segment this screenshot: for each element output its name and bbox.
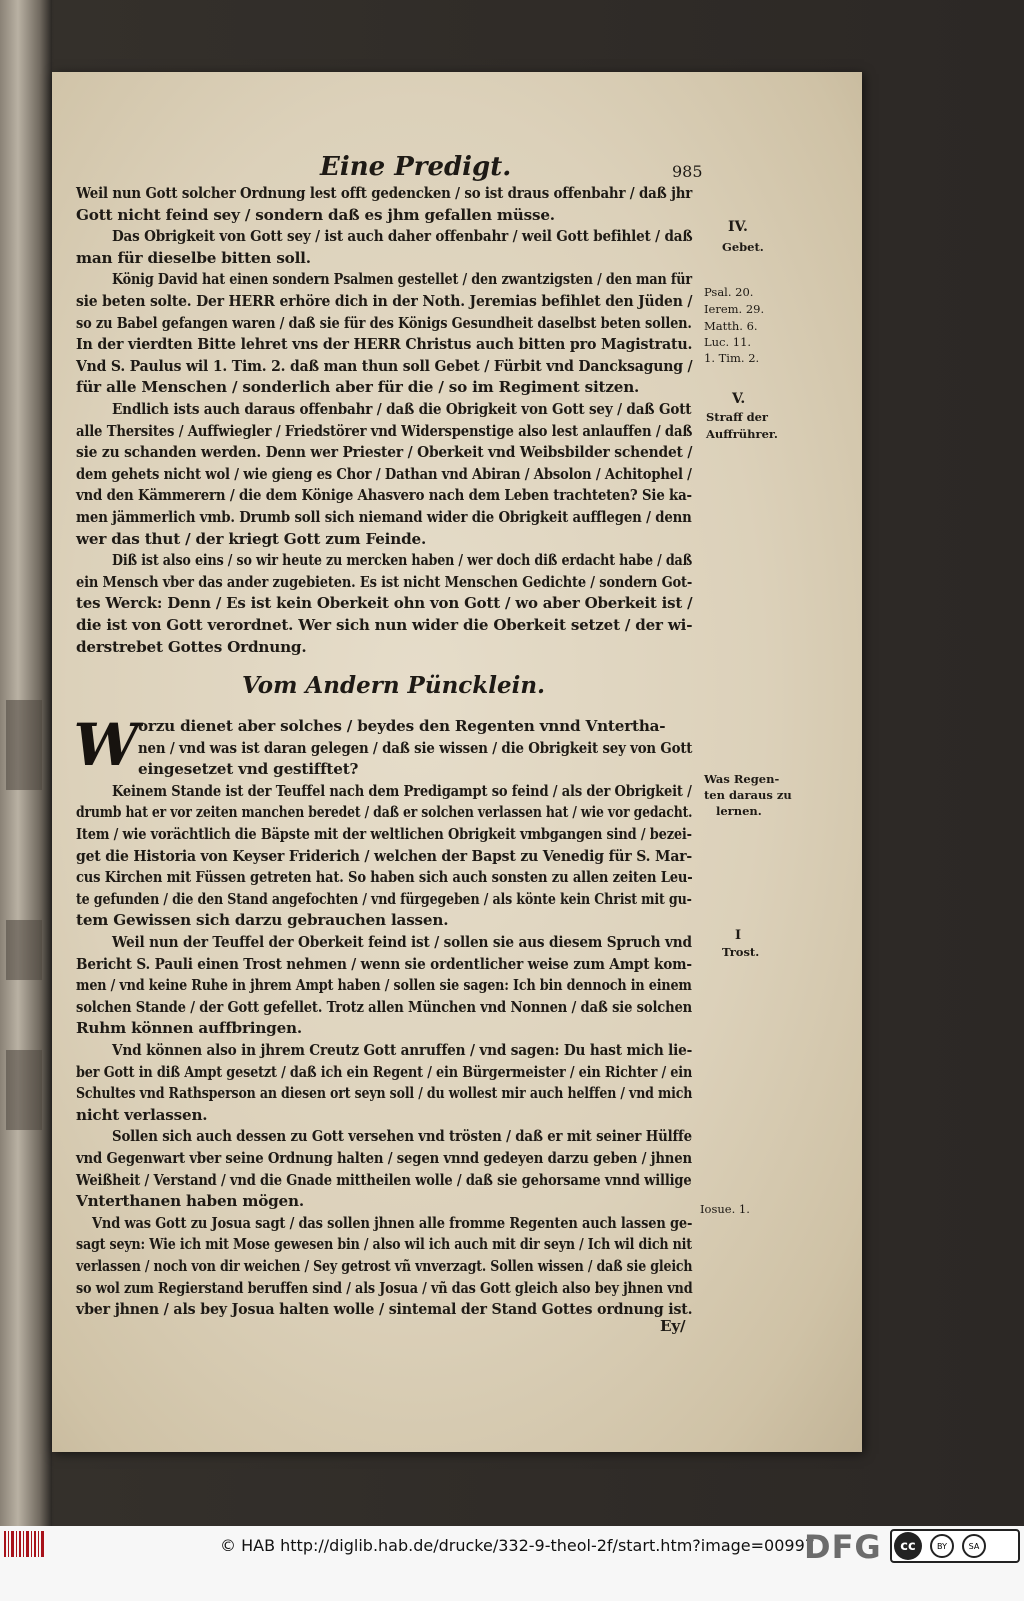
margin-note-psal: Psal. 20. <box>704 285 754 299</box>
text-line: Vnd S. Paulus wil 1. Tim. 2. daß man thun soll Gebet / Fürbit vnd Dancksagung / <box>76 356 693 375</box>
section-heading: Vom Andern Püncklein. <box>242 672 546 699</box>
margin-note-luc: Luc. 11. <box>704 335 752 349</box>
text-line: wer das thut / der kriegt Gott zum Feinde. <box>76 529 427 548</box>
text-line: Vnd können also in jhrem Creutz Gott anruffen / vnd sagen: Du hast mich lie- <box>112 1041 693 1059</box>
margin-note-straff-2: Auffrührer. <box>706 427 778 441</box>
text-line: get die Historia von Keyser Friderich / welchen der Bapst zu Venedig für S. Mar- <box>76 846 693 865</box>
text-line: Bericht S. Pauli einen Trost nehmen / wenn sie ordentlicher weise zum Ampt kom- <box>76 954 692 973</box>
text-line: ein Mensch vber das ander zugebieten. Es ist nicht Menschen Gedichte / sondern Got- <box>76 572 693 591</box>
text-line: alle Thersites / Auffwiegler / Friedstörer vnd Widerspenstige also lest anlauffen / daß <box>76 421 693 440</box>
initial-letter: W <box>73 711 139 779</box>
margin-note-iv: IV. <box>728 219 748 235</box>
text-line: Vnterthanen haben mögen. <box>76 1192 304 1211</box>
text-line: cus Kirchen mit Füssen getreten hat. So haben sich auch sonsten zu allen zeiten Leu- <box>76 868 693 887</box>
sa-icon: SA <box>962 1534 986 1558</box>
text-line: men jämmerlich vmb. Drumb soll sich niemand wider die Obrigkeit aufflegen / denn <box>76 508 692 526</box>
text-line: ber Gott in diß Ampt gesetzt / daß ich ein Regent / ein Bürgermeister / ein Richter / ein <box>76 1062 693 1081</box>
text-line: Diß ist also eins / so wir heute zu mercken haben / wer doch diß erdacht habe / daß <box>112 551 693 570</box>
text-line: sie beten solte. Der HERR erhöre dich in der Noth. Jeremias befihlet den Jüden / <box>76 292 693 310</box>
margin-note-straff-1: Straff der <box>706 410 768 424</box>
page-number: 985 <box>672 162 703 181</box>
margin-note-ierem: Ierem. 29. <box>704 302 765 316</box>
margin-note-was-1: Was Regen- <box>704 772 780 786</box>
text-line: nen / vnd was ist daran gelegen / daß sie wissen / die Obrigkeit sey von Gott <box>138 738 693 757</box>
text-line: so wol zum Regierstand beruffen sind / als Josua / vñ das Gott gleich also bey jhnen vnd <box>76 1278 693 1297</box>
text-line: drumb hat er vor zeiten manchen beredet / daß er solchen verlassen hat / wie vor gedacht. <box>76 803 693 822</box>
margin-note-trost: Trost. <box>722 945 760 959</box>
book-page <box>52 72 862 1452</box>
margin-note-matth: Matth. 6. <box>704 319 758 333</box>
previous-page-edge <box>0 0 52 1560</box>
text-line: nicht verlassen. <box>76 1105 208 1124</box>
text-line: sie zu schanden werden. Denn wer Priester / Oberkeit vnd Weibsbilder schendet / <box>76 443 693 462</box>
text-line: tem Gewissen sich darzu gebrauchen lassen. <box>76 911 449 930</box>
text-line: vnd Gegenwart vber seine Ordnung halten / segen vnnd gedeyen darzu geben / jhnen <box>76 1149 692 1167</box>
text-line: orzu dienet aber solches / beydes den Regenten vnnd Vntertha- <box>138 717 666 735</box>
attribution-link[interactable]: © HAB http://diglib.hab.de/drucke/332-9-theol-2f/start.htm?image=00997 <box>220 1536 815 1555</box>
text-line: Endlich ists auch daraus offenbahr / daß die Obrigkeit von Gott sey / daß Gott <box>112 400 692 418</box>
text-line: König David hat einen sondern Psalmen gestellet / den zwantzigsten / den man für <box>112 270 692 289</box>
text-line: tes Werck: Denn / Es ist kein Oberkeit ohn von Gott / wo aber Oberkeit ist / <box>76 594 693 613</box>
margin-note-iosue: Iosue. 1. <box>700 1202 750 1216</box>
text-line: solchen Stande / der Gott gefellet. Trotz allen München vnd Nonnen / daß sie solchen <box>76 997 693 1016</box>
running-header: Eine Predigt. <box>320 152 512 182</box>
text-line: Weil nun Gott solcher Ordnung lest offt gedencken / so ist draus offenbahr / daß jhr <box>76 184 693 202</box>
text-line: Gott nicht feind sey / sondern daß es jhm gefallen müsse. <box>76 205 555 224</box>
text-line: te gefunden / die den Stand angefochten / vnd fürgegeben / als könte kein Christ mit gu- <box>76 889 692 908</box>
margin-note-was-2: ten daraus zu <box>704 788 792 802</box>
dfg-logo: DFG <box>804 1528 882 1566</box>
text-line: die ist von Gott verordnet. Wer sich nun wider die Oberkeit setzet / der wi- <box>76 616 693 634</box>
margin-note-v: V. <box>732 391 746 407</box>
text-line: Weißheit / Verstand / vnd die Gnade mittheilen wolle / daß sie gehorsame vnnd willige <box>76 1170 692 1189</box>
text-line: verlassen / noch von dir weichen / Sey getrost vñ vnverzagt. Sollen wissen / daß sie gleich <box>76 1257 693 1275</box>
text-line: für alle Menschen / sonderlich aber für die / so im Regiment sitzen. <box>76 378 640 397</box>
text-line: eingesetzet vnd gestifftet? <box>138 760 359 779</box>
by-icon: BY <box>930 1534 954 1558</box>
margin-note-tim: 1. Tim. 2. <box>704 351 760 365</box>
text-line: Das Obrigkeit von Gott sey / ist auch daher offenbahr / weil Gott befihlet / daß <box>112 227 693 246</box>
catchword: Ey/ <box>660 1317 686 1335</box>
text-line: Sollen sich auch dessen zu Gott versehen vnd trösten / daß er mit seiner Hülffe <box>112 1127 692 1146</box>
text-line: derstrebet Gottes Ordnung. <box>76 637 307 656</box>
text-line: Weil nun der Teuffel der Oberkeit feind ist / sollen sie aus diesem Spruch vnd <box>112 933 692 951</box>
text-line: men / vnd keine Ruhe in jhrem Ampt haben / sollen sie sagen: Ich bin dennoch in einem <box>76 976 692 995</box>
margin-note-i: I <box>735 928 742 943</box>
text-line: man für dieselbe bitten soll. <box>76 248 311 267</box>
text-line: vber jhnen / als bey Josua halten wolle / sintemal der Stand Gottes ordnung ist. <box>76 1300 693 1319</box>
text-line: Schultes vnd Rathsperson an diesen ort seyn soll / du wollest mir auch helffen / vnd mich <box>76 1084 693 1103</box>
barcode-icon <box>2 1527 48 1561</box>
cc-license-badge[interactable] <box>890 1529 1020 1563</box>
text-line: Vnd was Gott zu Josua sagt / das sollen jhnen alle fromme Regenten auch lassen ge- <box>92 1213 693 1232</box>
text-line: sagt seyn: Wie ich mit Mose gewesen bin / also wil ich auch mit dir seyn / Ich wil dich nit <box>76 1235 692 1254</box>
footer-bar <box>0 1526 1024 1601</box>
text-line: Item / wie vorächtlich die Bäpste mit der weltlichen Obrigkeit vmbgangen sind / bezei- <box>76 825 692 843</box>
margin-note-gebet: Gebet. <box>722 240 764 254</box>
text-line: Ruhm können auffbringen. <box>76 1019 302 1038</box>
text-line: In der vierdten Bitte lehret vns der HERR Christus auch bitten pro Magistratu. <box>76 335 693 354</box>
text-line: Keinem Stande ist der Teuffel nach dem Predigampt so feind / als der Obrigkeit / <box>112 781 692 800</box>
text-line: dem gehets nicht wol / wie gieng es Chor / Dathan vnd Abiran / Absolon / Achitophel / <box>76 464 692 483</box>
margin-note-was-3: lernen. <box>716 804 762 818</box>
text-line: vnd den Kämmerern / die dem Könige Ahasvero nach dem Leben trachteten? Sie ka- <box>76 486 692 505</box>
cc-icon: cc <box>894 1532 922 1560</box>
text-line: so zu Babel gefangen waren / daß sie für des Königs Gesundheit daselbst beten sollen. <box>76 313 692 332</box>
